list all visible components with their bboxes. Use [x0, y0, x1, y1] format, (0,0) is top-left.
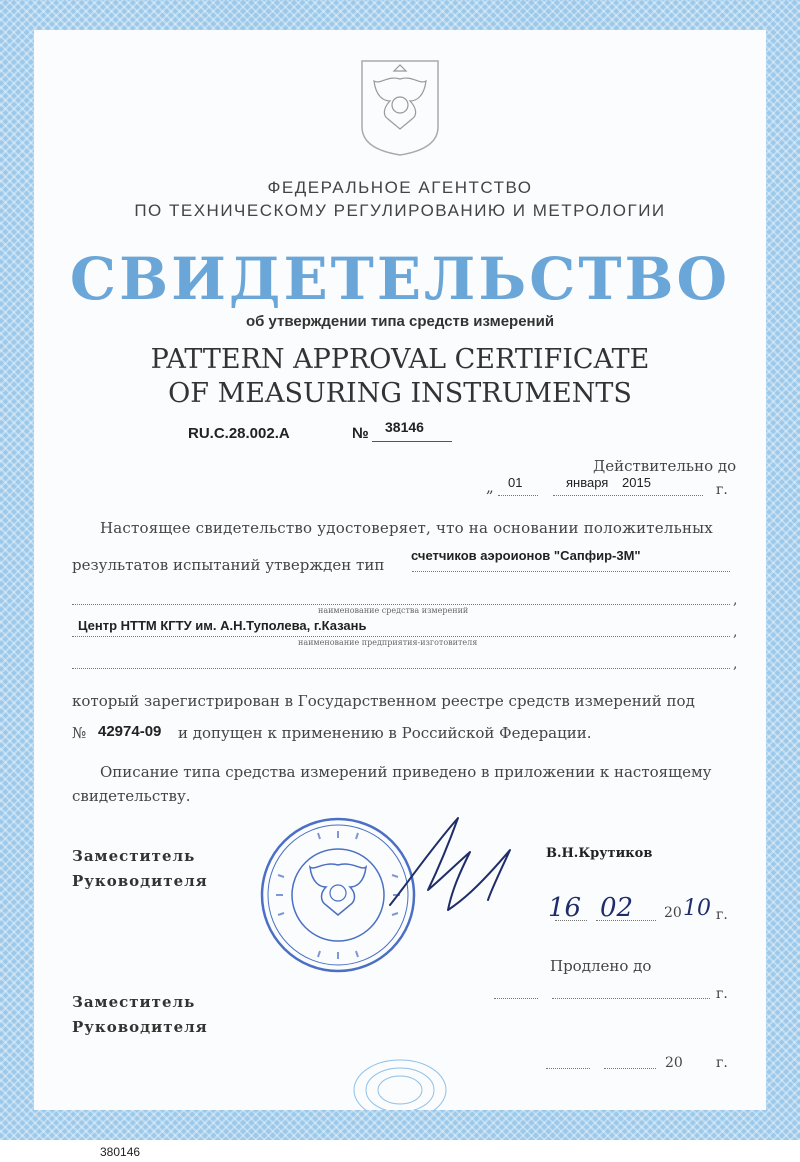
extended2-month-dots	[604, 1068, 656, 1069]
sign-date-day-dots	[555, 920, 587, 921]
valid-g: г.	[716, 482, 728, 498]
sign-date-g: г.	[716, 907, 728, 923]
registration-code: RU.C.28.002.A	[188, 425, 290, 442]
title-en-2: OF MEASURING INSTRUMENTS	[168, 378, 632, 409]
body-p1-line2: результатов испытаний утвержден тип	[72, 556, 385, 574]
body-p2-line1: который зарегистрирован в Государственном реестре средств измерений под	[72, 692, 695, 710]
reg-number-sign: №	[72, 724, 87, 742]
certificate-number: 38146	[385, 419, 424, 435]
valid-month: января	[566, 475, 609, 490]
number-sign: №	[352, 425, 369, 442]
valid-day-dots	[498, 495, 538, 496]
signer1-position-line2: Руководителя	[72, 872, 208, 890]
signer2-position-line1: Заместитель	[72, 993, 196, 1011]
valid-month-dots	[553, 495, 703, 496]
sign-date-year-suffix: 10	[683, 896, 711, 921]
sign-date-month-dots	[596, 920, 656, 921]
manufacturer-dots-2	[72, 668, 730, 669]
certificate-title: СВИДЕТЕЛЬСТВО	[69, 245, 731, 313]
valid-year: 2015	[622, 475, 651, 490]
extended-g: г.	[716, 986, 728, 1002]
caption-manufacturer: наименование предприятия-изготовителя	[298, 638, 478, 647]
serial-number: 380146	[100, 1145, 141, 1159]
signer1-position-line1: Заместитель	[72, 847, 196, 865]
number-underline	[372, 441, 452, 442]
instrument-dots-2	[72, 604, 730, 605]
extended-day-dots	[494, 998, 538, 999]
coat-of-arms-icon	[358, 57, 442, 157]
security-rosette-icon	[350, 1050, 450, 1110]
instrument-dots	[412, 571, 730, 572]
extended2-day-dots	[546, 1068, 590, 1069]
body-p3-line2: свидетельству.	[72, 787, 191, 805]
handwritten-signature	[380, 810, 530, 930]
comma-2: ,	[733, 624, 738, 640]
signer2-position-line2: Руководителя	[72, 1018, 208, 1036]
caption-instrument: наименование средства измерений	[318, 606, 469, 615]
manufacturer-dots	[72, 636, 730, 637]
extended-label: Продлено до	[550, 957, 652, 975]
valid-day: 01	[508, 475, 523, 490]
subtitle-ru: об утверждении типа средств измерений	[245, 313, 555, 330]
valid-until-label: Действительно до	[593, 457, 737, 475]
comma-1: ,	[733, 592, 738, 608]
extended2-g: г.	[716, 1055, 728, 1071]
comma-3: ,	[733, 656, 738, 672]
signer1-name: В.Н.Крутиков	[546, 846, 653, 861]
registry-number: 42974-09	[98, 723, 162, 740]
manufacturer-name: Центр НТТМ КГТУ им. А.Н.Туполева, г.Казань	[78, 618, 367, 633]
sign-date-day: 16	[548, 893, 582, 923]
body-p2-tail: и допущен к применению в Российской Федерации.	[178, 724, 592, 742]
body-p1-line1: Настоящее свидетельство удостоверяет, что на основании положительных	[100, 519, 713, 537]
title-en-1: PATTERN APPROVAL CERTIFICATE	[150, 344, 650, 375]
agency-line-2: ПО ТЕХНИЧЕСКОМУ РЕГУЛИРОВАНИЮ И МЕТРОЛОГИИ	[134, 201, 666, 220]
valid-open-quote: „	[486, 478, 494, 496]
body-p3-line1: Описание типа средства измерений приведено в приложении к настоящему	[100, 763, 712, 781]
agency-line-1: ФЕДЕРАЛЬНОЕ АГЕНТСТВО	[267, 178, 533, 197]
extended-month-dots	[552, 998, 710, 999]
sign-date-year-prefix: 20	[664, 905, 682, 921]
instrument-name: счетчиков аэроионов "Сапфир-3М"	[411, 548, 641, 563]
sign-date-month: 02	[600, 893, 634, 923]
extended2-year-prefix: 20	[665, 1055, 683, 1071]
